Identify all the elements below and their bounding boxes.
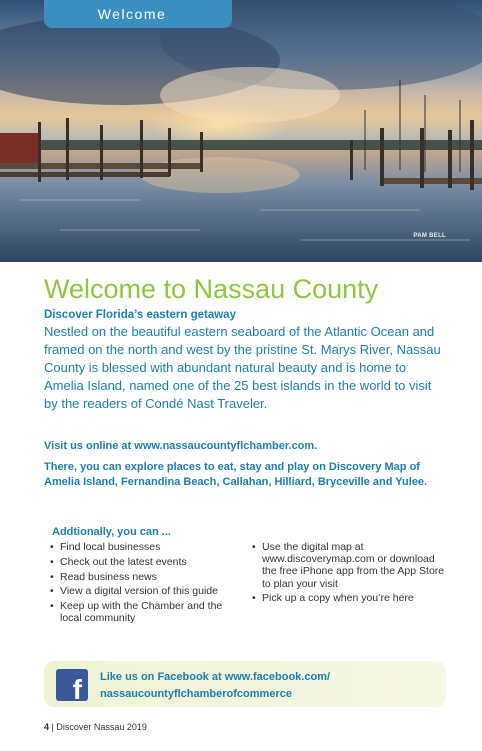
- bullet-icon: •: [252, 541, 256, 553]
- page-number: 4: [44, 722, 50, 732]
- list-item: • Read business news: [50, 570, 157, 583]
- page-title: Welcome to Nassau County: [44, 274, 379, 304]
- additional-list-right: [252, 541, 447, 607]
- facebook-line-2: nassaucountyflchamberofcommerce: [100, 688, 292, 700]
- explore-paragraph: There, you can explore places to eat, stay and play on Discovery Map of Amelia Island, Fernandina Beach, Callahan, Hilliard, Bryceville and Yulee.: [44, 461, 428, 488]
- facebook-icon[interactable]: [56, 669, 88, 705]
- page-subtitle: Discover Florida’s eastern getaway: [44, 309, 236, 321]
- hero-photo: [0, 0, 482, 262]
- bullet-icon: •: [50, 585, 54, 598]
- facebook-link[interactable]: [100, 669, 330, 703]
- additional-heading: Addtionally, you can ...: [52, 526, 171, 538]
- list-item: • Pick up a copy when you’re here: [252, 592, 414, 605]
- photo-credit: PAM BELL: [413, 233, 446, 239]
- list-item: • Use the digital map at www.discoverymap.com or download the free iPhone app from the App Store to plan your visit: [252, 541, 445, 590]
- section-tab-welcome: Welcome: [44, 0, 232, 28]
- facebook-line-1: Like us on Facebook at www.facebook.com/: [100, 671, 331, 683]
- bullet-icon: •: [50, 570, 54, 583]
- bullet-icon: •: [50, 541, 54, 553]
- marina-photo: [0, 0, 482, 262]
- facebook-glyph: f: [72, 674, 82, 705]
- page-footer: [44, 722, 147, 732]
- list-item: • Keep up with the Chamber and the local community: [50, 600, 223, 625]
- list-item: • Check out the latest events: [50, 555, 187, 568]
- bullet-icon: •: [50, 555, 54, 568]
- list-item: • Find local businesses: [50, 541, 161, 553]
- intro-paragraph: Nestled on the beautiful eastern seaboard of the Atlantic Ocean and framed on the north and west by the pristine St. Marys River, Nassau County is blessed with abundant natural beauty and is home to Amelia Island, named one of the 25 best islands in the world to visit by the readers of Condé Nast Traveler.: [44, 324, 441, 411]
- bullet-icon: •: [50, 600, 54, 613]
- bullet-icon: •: [252, 592, 256, 605]
- additional-list-left: [50, 541, 240, 627]
- website-line: Visit us online at www.nassaucountyflchamber.com.: [44, 440, 318, 452]
- publication-name: Discover Nassau 2019: [56, 722, 147, 732]
- list-item: • View a digital version of this guide: [50, 585, 218, 598]
- footer-separator: |: [49, 722, 57, 732]
